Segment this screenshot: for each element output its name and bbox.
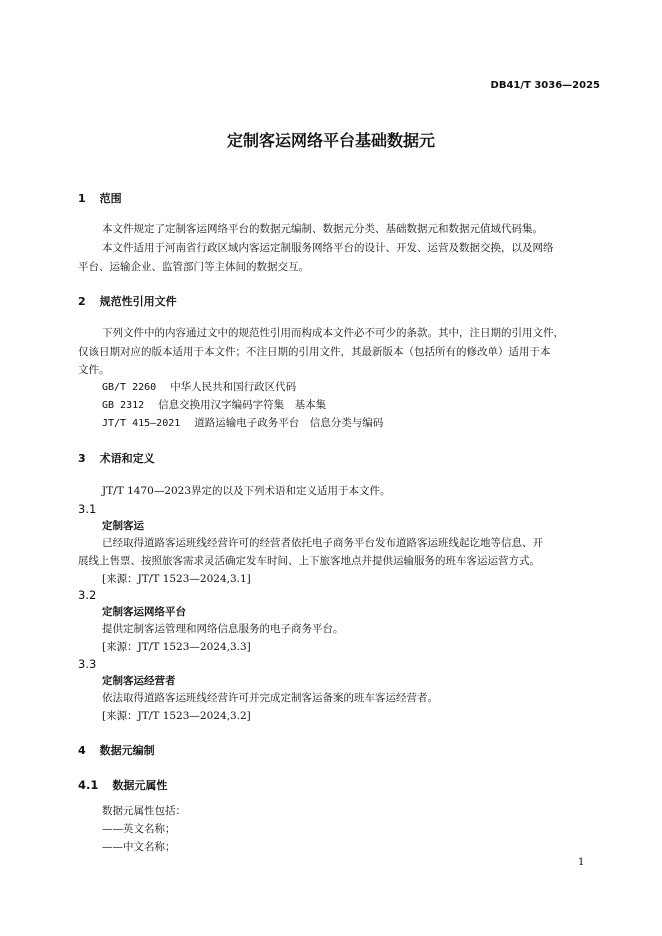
paragraph: 数据元属性包括：	[102, 805, 186, 817]
reference-item	[102, 379, 296, 394]
paragraph: JT/T 1470—2023界定的以及下列术语和定义适用于本文件。	[102, 485, 391, 497]
section-number: 3	[78, 452, 86, 465]
term-definition-continued: 展线上售票、按照旅客需求灵活确定发车时间、上下旅客地点并提供运输服务的班车客运运营方式。	[78, 555, 540, 567]
section-3-heading	[78, 450, 155, 466]
section-number: 2	[78, 295, 86, 308]
paragraph: 下列文件中的内容通过文中的规范性引用而构成本文件必不可少的条款。其中，注日期的引用文件，	[102, 327, 564, 339]
list-item: ——英文名称；	[102, 823, 176, 835]
paragraph-continued: 文件。	[78, 364, 110, 376]
subsection-title: 数据元属性	[112, 779, 168, 792]
term-definition: 已经取得道路客运班线经营许可的经营者依托电子商务平台发布道路客运班线起讫地等信息、开	[102, 537, 543, 549]
section-title: 范围	[99, 192, 122, 205]
term-name: 定制客运经营者	[102, 675, 176, 687]
section-number: 4	[78, 744, 86, 757]
subsection-4-1-heading	[78, 777, 167, 793]
document-title: 定制客运网络平台基础数据元	[226, 131, 435, 150]
term-source: [来源：JT/T 1523—2024,3.1]	[102, 573, 251, 585]
term-definition: 依法取得道路客运班线经营许可并完成定制客运备案的班车客运经营者。	[102, 692, 438, 704]
section-title: 数据元编制	[99, 744, 155, 757]
page-number: 1	[578, 857, 585, 868]
section-4-heading	[78, 742, 155, 758]
paragraph: 本文件规定了定制客运网络平台的数据元编制、数据元分类、基础数据元和数据元值域代码集。	[102, 223, 543, 235]
reference-name: 中华人民共和国行政区代码	[170, 381, 297, 393]
reference-code: GB 2312	[102, 400, 145, 411]
subsection-number: 4.1	[78, 778, 99, 792]
section-1-heading	[78, 190, 122, 206]
term-name: 定制客运网络平台	[102, 606, 186, 618]
section-title: 规范性引用文件	[99, 295, 177, 308]
reference-name: 道路运输电子政务平台 信息分类与编码	[194, 417, 384, 429]
term-name: 定制客运	[102, 520, 144, 532]
section-number: 1	[78, 192, 86, 205]
reference-item	[102, 397, 326, 412]
section-2-heading	[78, 293, 177, 309]
term-source: [来源：JT/T 1523—2024,3.2]	[102, 710, 251, 722]
header-doc-number: DB41/T 3036—2025	[490, 80, 600, 91]
reference-item	[102, 415, 383, 430]
term-definition: 提供定制客运管理和网络信息服务的电子商务平台。	[102, 623, 344, 635]
paragraph-continued: 仅该日期对应的版本适用于本文件；不注日期的引用文件，其最新版本（包括所有的修改单）适用于本	[78, 346, 551, 358]
reference-code: JT/T 415—2021	[102, 418, 181, 429]
section-title: 术语和定义	[99, 452, 155, 465]
reference-code: GB/T 2260	[102, 382, 157, 393]
term-source: [来源：JT/T 1523—2024,3.3]	[102, 641, 251, 653]
paragraph-continued: 平台、运输企业、监管部门等主体间的数据交互。	[78, 261, 309, 273]
reference-name: 信息交换用汉字编码字符集 基本集	[158, 399, 327, 411]
term-number: 3.1	[78, 502, 97, 516]
paragraph: 本文件适用于河南省行政区域内客运定制服务网络平台的设计、开发、运营及数据交换，以及网络	[102, 242, 554, 254]
term-number: 3.3	[78, 657, 97, 671]
term-number: 3.2	[78, 588, 97, 602]
list-item: ——中文名称；	[102, 841, 176, 853]
